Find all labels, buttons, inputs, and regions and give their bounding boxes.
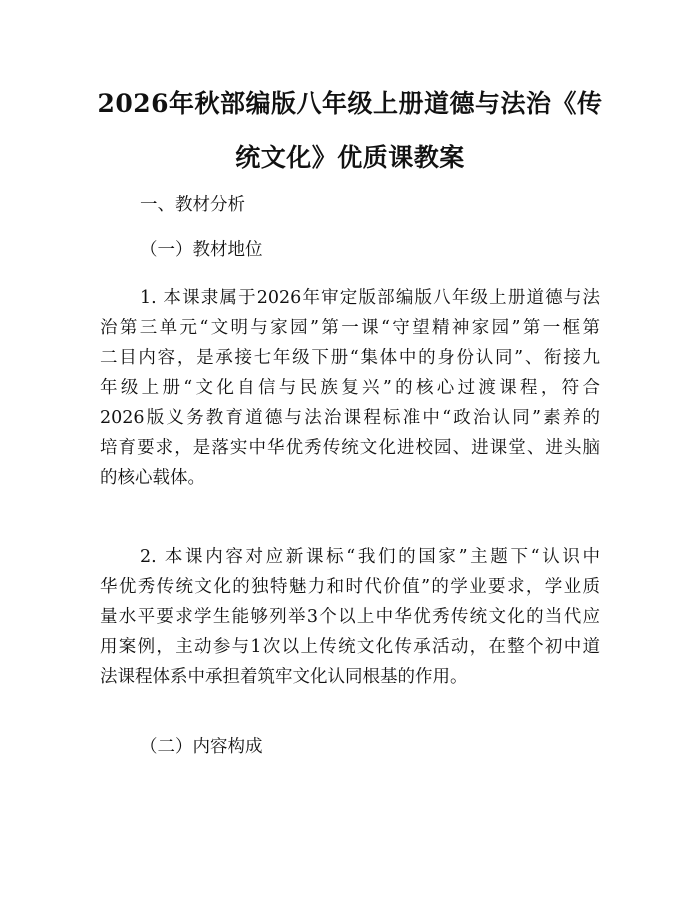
paragraph-1-line: 年级上册“文化自信与民族复兴”的核心过渡课程，符合 (100, 378, 600, 398)
paragraph-2-line: 华优秀传统文化的独特魅力和时代价值”的学业要求，学业质 (100, 577, 600, 597)
document-title-line-2: 统文化》优质课教案 (235, 143, 465, 172)
subsection-heading-textbook-position: （一）教材地位 (140, 240, 263, 260)
paragraph-2-line: 2. 本课内容对应新课标“我们的国家”主题下“认识中 (140, 547, 600, 567)
paragraph-2-line: 用案例，主动参与1次以上传统文化传承活动，在整个初中道 (100, 637, 600, 657)
section-heading-textbook-analysis: 一、教材分析 (140, 195, 245, 215)
document-title-line-1: 2026年秋部编版八年级上册道德与法治《传 (97, 89, 603, 118)
paragraph-2-line: 法课程体系中承担着筑牢文化认同根基的作用。 (100, 667, 468, 687)
paragraph-1-line: 二目内容，是承接七年级下册“集体中的身份认同”、衔接九 (100, 348, 600, 368)
paragraph-2 (100, 542, 600, 692)
subsection-heading-content-composition: （二）内容构成 (140, 737, 263, 757)
paragraph-1-line: 的核心载体。 (100, 468, 205, 488)
paragraph-1-line: 培育要求，是落实中华优秀传统文化进校园、进课堂、进头脑 (100, 438, 600, 458)
paragraph-1-line: 2026版义务教育道德与法治课程标准中“政治认同”素养的 (100, 408, 600, 428)
paragraph-1-line: 治第三单元“文明与家园”第一课“守望精神家园”第一框第 (100, 318, 600, 338)
paragraph-1-line: 1. 本课隶属于2026年审定版部编版八年级上册道德与法 (140, 288, 600, 308)
paragraph-2-line: 量水平要求学生能够列举3个以上中华优秀传统文化的当代应 (100, 607, 600, 627)
paragraph-1 (100, 283, 600, 493)
